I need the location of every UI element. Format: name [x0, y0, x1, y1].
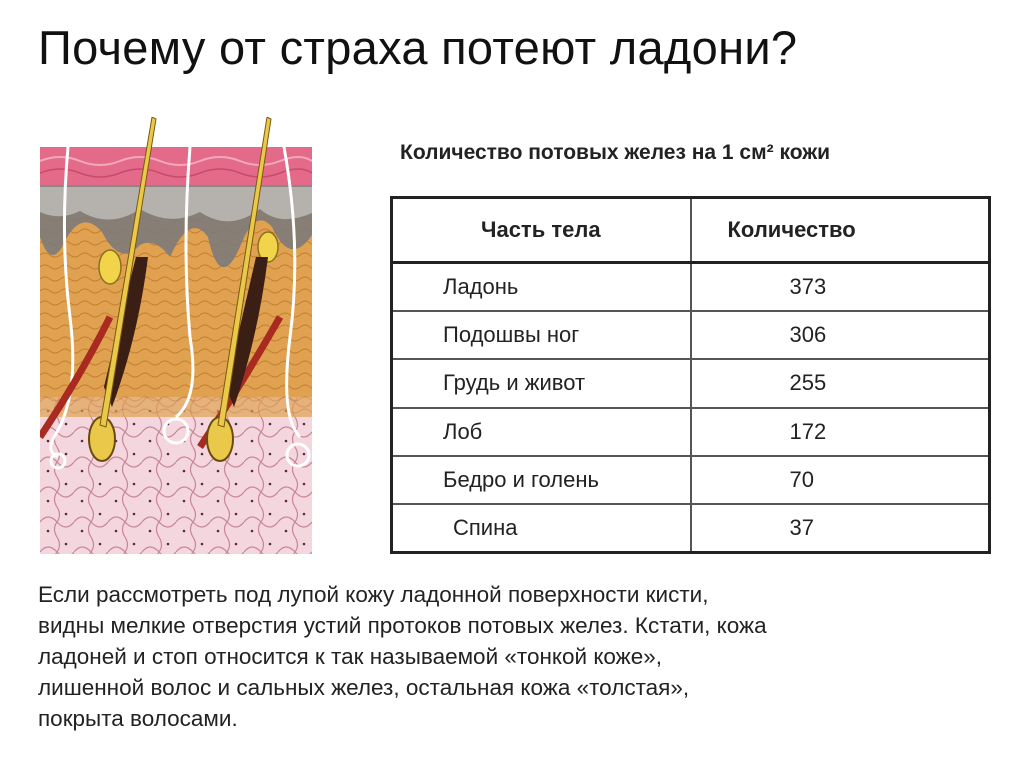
epidermis-layer [40, 147, 312, 185]
table-row [392, 408, 990, 456]
table-row [392, 456, 990, 504]
paragraph-line: ладоней и стоп относится к так называемой «тонкой коже», [38, 644, 663, 669]
table-row [392, 359, 990, 407]
sebaceous-gland-left [99, 250, 121, 284]
header-count: Количество [691, 198, 990, 263]
table-row [392, 263, 990, 312]
cell-body-part: Бедро и голень [392, 456, 691, 504]
table-header-row [392, 198, 990, 263]
cell-count: 70 [691, 456, 990, 504]
paragraph-line: лишенной волос и сальных желез, остальная кожа «толстая», [38, 675, 690, 700]
slide-title: Почему от страха потеют ладони? [38, 21, 798, 74]
paragraph-line: Если рассмотреть под лупой кожу ладонной поверхности кисти, [38, 582, 709, 607]
cell-count: 373 [691, 263, 990, 312]
table-row [392, 311, 990, 359]
table-caption: Количество потовых желез на 1 см² кожи [400, 141, 831, 164]
cell-count: 255 [691, 359, 990, 407]
cell-body-part: Ладонь [392, 263, 691, 312]
cell-body-part: Спина [392, 504, 691, 553]
skin-cross-section-illustration [40, 117, 312, 554]
sweat-gland-table [390, 196, 991, 554]
cell-count: 306 [691, 311, 990, 359]
cell-body-part: Грудь и живот [392, 359, 691, 407]
paragraph-line: видны мелкие отверстия устий протоков потовых желез. Кстати, кожа [38, 613, 767, 638]
cell-body-part: Подошвы ног [392, 311, 691, 359]
table-row [392, 504, 990, 553]
explanation-paragraph [38, 579, 998, 734]
cell-count: 37 [691, 504, 990, 553]
cell-body-part: Лоб [392, 408, 691, 456]
paragraph-line: покрыта волосами. [38, 706, 238, 731]
header-body-part: Часть тела [392, 198, 691, 263]
cell-count: 172 [691, 408, 990, 456]
